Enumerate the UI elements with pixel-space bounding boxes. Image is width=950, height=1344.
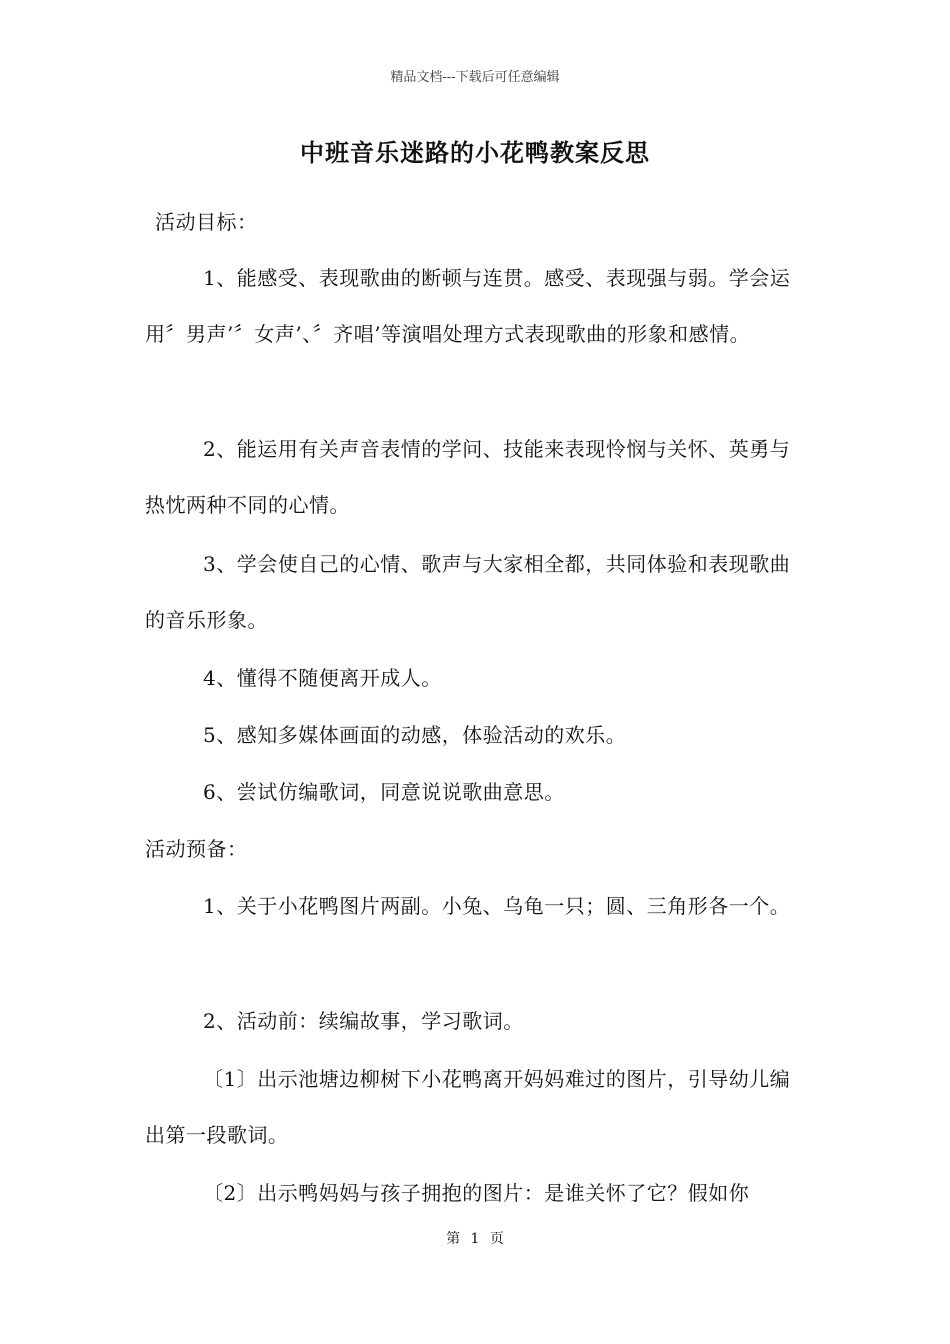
header-note: 精品文档---下载后可任意编辑 bbox=[390, 70, 560, 85]
paragraph-goal-4: 4、懂得不随便离开成人。 bbox=[203, 666, 442, 690]
footer-prefix: 第 bbox=[446, 1231, 461, 1247]
page-footer bbox=[0, 1228, 950, 1248]
paragraph-goal-6: 6、尝试仿编歌词，同意说说歌曲意思。 bbox=[203, 780, 565, 804]
section-heading-preparation: 活动预备： bbox=[145, 837, 248, 861]
paragraph-goal-5: 5、感知多媒体画面的动感，体验活动的欢乐。 bbox=[203, 723, 627, 747]
paragraph-prep-2-step-1: 〔1〕出示池塘边柳树下小花鸭离开妈妈难过的图片，引导幼儿编出第一段歌词。 bbox=[145, 1067, 791, 1147]
paragraph-goal-2: 2、能运用有关声音表情的学问、技能来表现怜悯与关怀、英勇与热忱两种不同的心情。 bbox=[145, 437, 791, 517]
footer-page-number: 1 bbox=[470, 1231, 480, 1247]
paragraph-prep-2: 2、活动前：续编故事，学习歌词。 bbox=[203, 1009, 524, 1033]
paragraph-prep-2-step-2: 〔2〕出示鸭妈妈与孩子拥抱的图片：是谁关怀了它？假如你 bbox=[203, 1181, 750, 1205]
paragraph-goal-1: 1、能感受、表现歌曲的断顿与连贯。感受、表现强与弱。学会运用〞男声’〞女声’、〞齐唱’等演唱处理方式表现歌曲的形象和感情。 bbox=[145, 266, 791, 346]
paragraph-prep-1: 1、关于小花鸭图片两副。小兔、乌龟一只；圆、三角形各一个。 bbox=[203, 894, 791, 918]
paragraph-goal-3: 3、学会使自己的心情、歌声与大家相全都，共同体验和表现歌曲的音乐形象。 bbox=[145, 552, 791, 632]
section-heading-goals: 活动目标： bbox=[155, 210, 258, 234]
footer-suffix: 页 bbox=[489, 1231, 504, 1247]
document-title: 中班音乐迷路的小花鸭教案反思 bbox=[300, 138, 650, 167]
